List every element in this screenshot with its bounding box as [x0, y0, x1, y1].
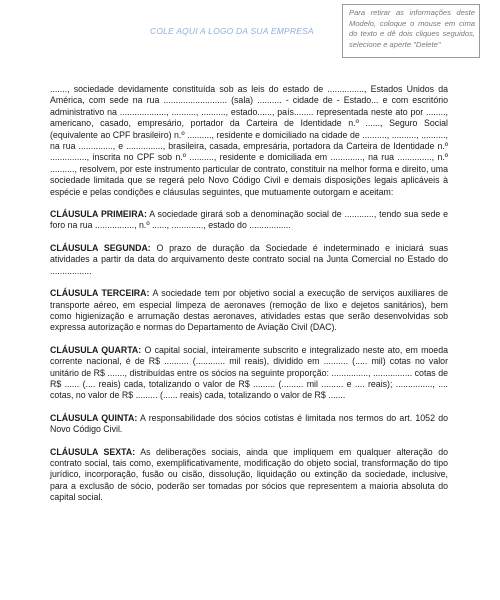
clause-3-title: CLÁUSULA TERCEIRA: [50, 288, 150, 299]
clause-6-text: As deliberações sociais, ainda que impliquem em qualquer alteração do contrato social, tais como, exemplificativamente, modificação do objeto social, transformação do tipo jurídico, incorporação, fusão ou cisão, dissolução, liquidação ou extinção da sociedade, inclusive, para a exclusão de sócio, poderão ser tomadas por sócios que representem a maioria absoluta do capital social. [50, 446, 448, 503]
clause-3-text: A sociedade tem por objetivo social a execução de serviços auxiliares de transporte aéreo, em especial limpeza de aeronaves (remoção de lixo e dejetos sanitários), bem como higienização e arrumação destas aeronaves, atividades estas que serão desenvolvidas sob expressa autorização e normas do Departamento de Aviação Civil (DAC). [50, 288, 449, 333]
clause-1-text: A sociedade girará sob a denominação social de ............, tendo sua sede e foro na rua ................, n.º ......, ............., estado do ................. [50, 209, 449, 231]
clause-1-title: CLÁUSULA PRIMEIRA: [50, 209, 147, 220]
clause-6-title: CLÁUSULA SEXTA: [50, 446, 136, 457]
preamble-paragraph: ......., sociedade devidamente constituída sob as leis do estado de ..............., Estados Unidos da América, com sede na rua .......................... (sala) .......... - cidade de - Estado... e com escritório administrativo na ..................., .........., .........., estado......, país........ representada neste ato por ........, americano, casado, empresário, portador da Carteira de Identidade n.º ......, Seguro Social (equivalente ao CPF brasileiro) n.º .........., residente e domiciliado na cidade de .........., .........., .........., na rua .............., e ..............., brasileira, casada, empresária, portadora da Carteira de Identidade n.º ..............., inscrita no CPF sob n.º .........., residente e domiciliada em ............., na rua .............., n.º .........., resolvem, por este instrumento particular de contrato, constituir na melhor forma e direito, uma sociedade limitada que se regerá pelo Novo Código Civil e demais disposições legais aplicáveis à espécie e pelas condições e cláusulas seguintes, que mutuamente outorgam e aceitam: [50, 84, 448, 197]
clause-2-title: CLÁUSULA SEGUNDA: [50, 242, 151, 253]
clause-5 [50, 413, 448, 436]
clause-6 [50, 447, 448, 504]
clause-5-title: CLÁUSULA QUINTA: [50, 412, 138, 423]
clause-5-text: A responsabilidade dos sócios cotistas é limitada nos termos do art. 1052 do Novo Código Civil. [50, 412, 448, 435]
clause-2 [50, 243, 448, 277]
clause-1 [50, 209, 448, 232]
clause-2-text: O prazo de duração da Sociedade é indeterminado e iniciará suas atividades a partir da data do arquivamento deste contrato social na Junta Comercial no Estado do ................. [50, 242, 448, 276]
clause-3 [50, 288, 448, 334]
clause-4-title: CLÁUSULA QUARTA: [50, 344, 142, 355]
clause-4 [50, 345, 448, 402]
clause-4-text: O capital social, inteiramente subscrito e integralizado neste ato, em moeda corrente nacional, é de R$ .......... (............ mil reais), dividido em .......... (..... mil) cotas no valor unitário de R$ ......., distribuídas entre os sócios na seguinte proporção: ..............., ................ cotas de R$ ...... (.... reais) cada, totalizando o valor de R$ ......... (......... mil ......... e .... reais); ..............., .... cotas, no valor de R$ ......... (...... reais) cada, totalizando o valor de R$ ....... [50, 344, 448, 401]
logo-placeholder: COLE AQUI A LOGO DA SUA EMPRESA [150, 26, 314, 36]
instruction-note-box: Para retirar as informações deste Modelo, coloque o mouse em cima do texto e dê dois cliques seguidos, selecione e aperte "Delete" [342, 4, 480, 58]
document-body[interactable] [50, 84, 448, 515]
